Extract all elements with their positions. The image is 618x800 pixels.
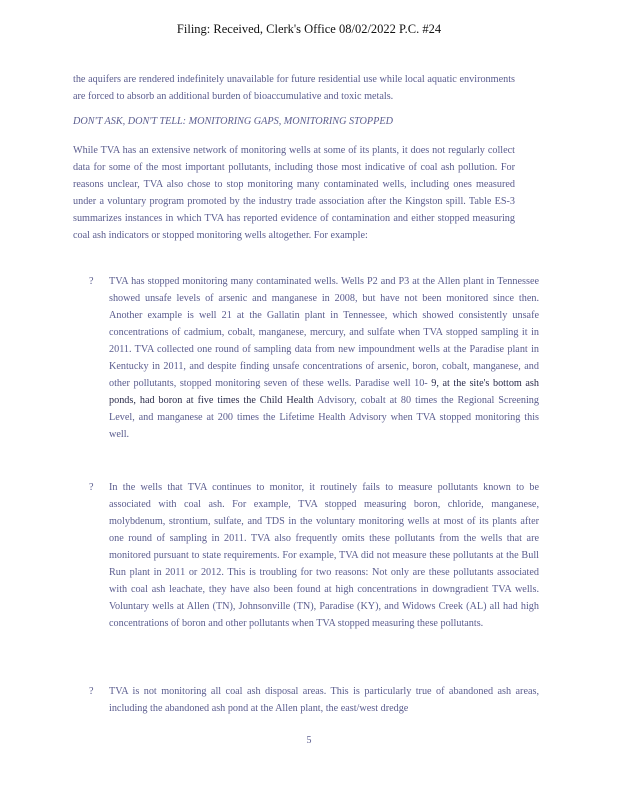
bullet-marker-2: ?: [89, 482, 94, 493]
body-paragraph: While TVA has an extensive network of monitoring wells at some of its plants, it does not regularly collect data for some of the most important pollutants, including those most indicative of coal ash pollution. For reasons unclear, TVA also chose to stop monitoring many contaminated wells, including ones measured under a voluntary program promoted by the industry trade association after the Kingston spill. Table ES-3 summarizes instances in which TVA has reported evidence of contamination and either stopped measuring coal ash indicators or stopped monitoring wells altogether. For example:: [73, 145, 515, 241]
bullet-text-3: TVA is not monitoring all coal ash disposal areas. This is particularly true of abandoned ash areas, including the abandoned ash pond at the Allen plant, the east/west dredge: [109, 686, 539, 714]
intro-paragraph: the aquifers are rendered indefinitely unavailable for future residential use while local aquatic environments are forced to absorb an additional burden of bioaccumulative and toxic metals.: [73, 74, 515, 102]
section-heading: DON'T ASK, DON'T TELL: MONITORING GAPS, MONITORING STOPPED: [73, 116, 393, 127]
page-number: 5: [306, 735, 312, 746]
bullet-1-emphasis: 9, at the site's bottom ash ponds, had boron at five times the Child Health: [109, 378, 539, 406]
bullet-marker-3: ?: [89, 686, 94, 697]
bullet-marker-1: ?: [89, 276, 94, 287]
filing-header: Filing: Received, Clerk's Office 08/02/2022 P.C. #24: [176, 22, 442, 36]
bullet-1-main: TVA has stopped monitoring many contaminated wells. Wells P2 and P3 at the Allen plant in Tennessee showed unsafe levels of arsenic and manganese in 2008, but have not been monitored since then. Another example is well 21 at the Gallatin plant in Tennessee, which showed consistently unsafe concentrations of cadmium, cobalt, manganese, mercury, and sulfate when TVA stopped sampling it in 2011. TVA collected one round of sampling data from new impoundment wells at the Paradise plant in Kentucky in 2011, and despite finding unsafe concentrations of arsenic, boron, cobalt, manganese, and other pollutants, stopped monitoring seven of these wells. Paradise well 10-: [109, 276, 539, 389]
bullet-text-2: In the wells that TVA continues to monitor, it routinely fails to measure pollutants known to be associated with coal ash. For example, TVA stopped measuring boron, chloride, manganese, molybdenum, strontium, sulfate, and TDS in the voluntary monitoring wells at most of its plants after one round of sampling in 2011. TVA also frequently omits these pollutants from the wells that are monitored pursuant to state requirements. For example, TVA did not measure these pollutants at the Bull Run plant in 2011 or 2012. This is troubling for two reasons: Not only are these pollutants associated with coal ash leachate, they have also been found at high concentrations in downgradient TVA wells. Voluntary wells at Allen (TN), Johnsonville (TN), Paradise (KY), and Widows Creek (AL) all had high concentrations of boron and other pollutants when TVA stopped measuring these pollutants.: [109, 482, 539, 629]
bullet-1-end: Advisory, cobalt at 80 times the Regional Screening Level, and manganese at 200 times the Lifetime Health Advisory when TVA stopped monitoring this well.: [109, 395, 539, 440]
bullet-text-1: [109, 273, 539, 443]
